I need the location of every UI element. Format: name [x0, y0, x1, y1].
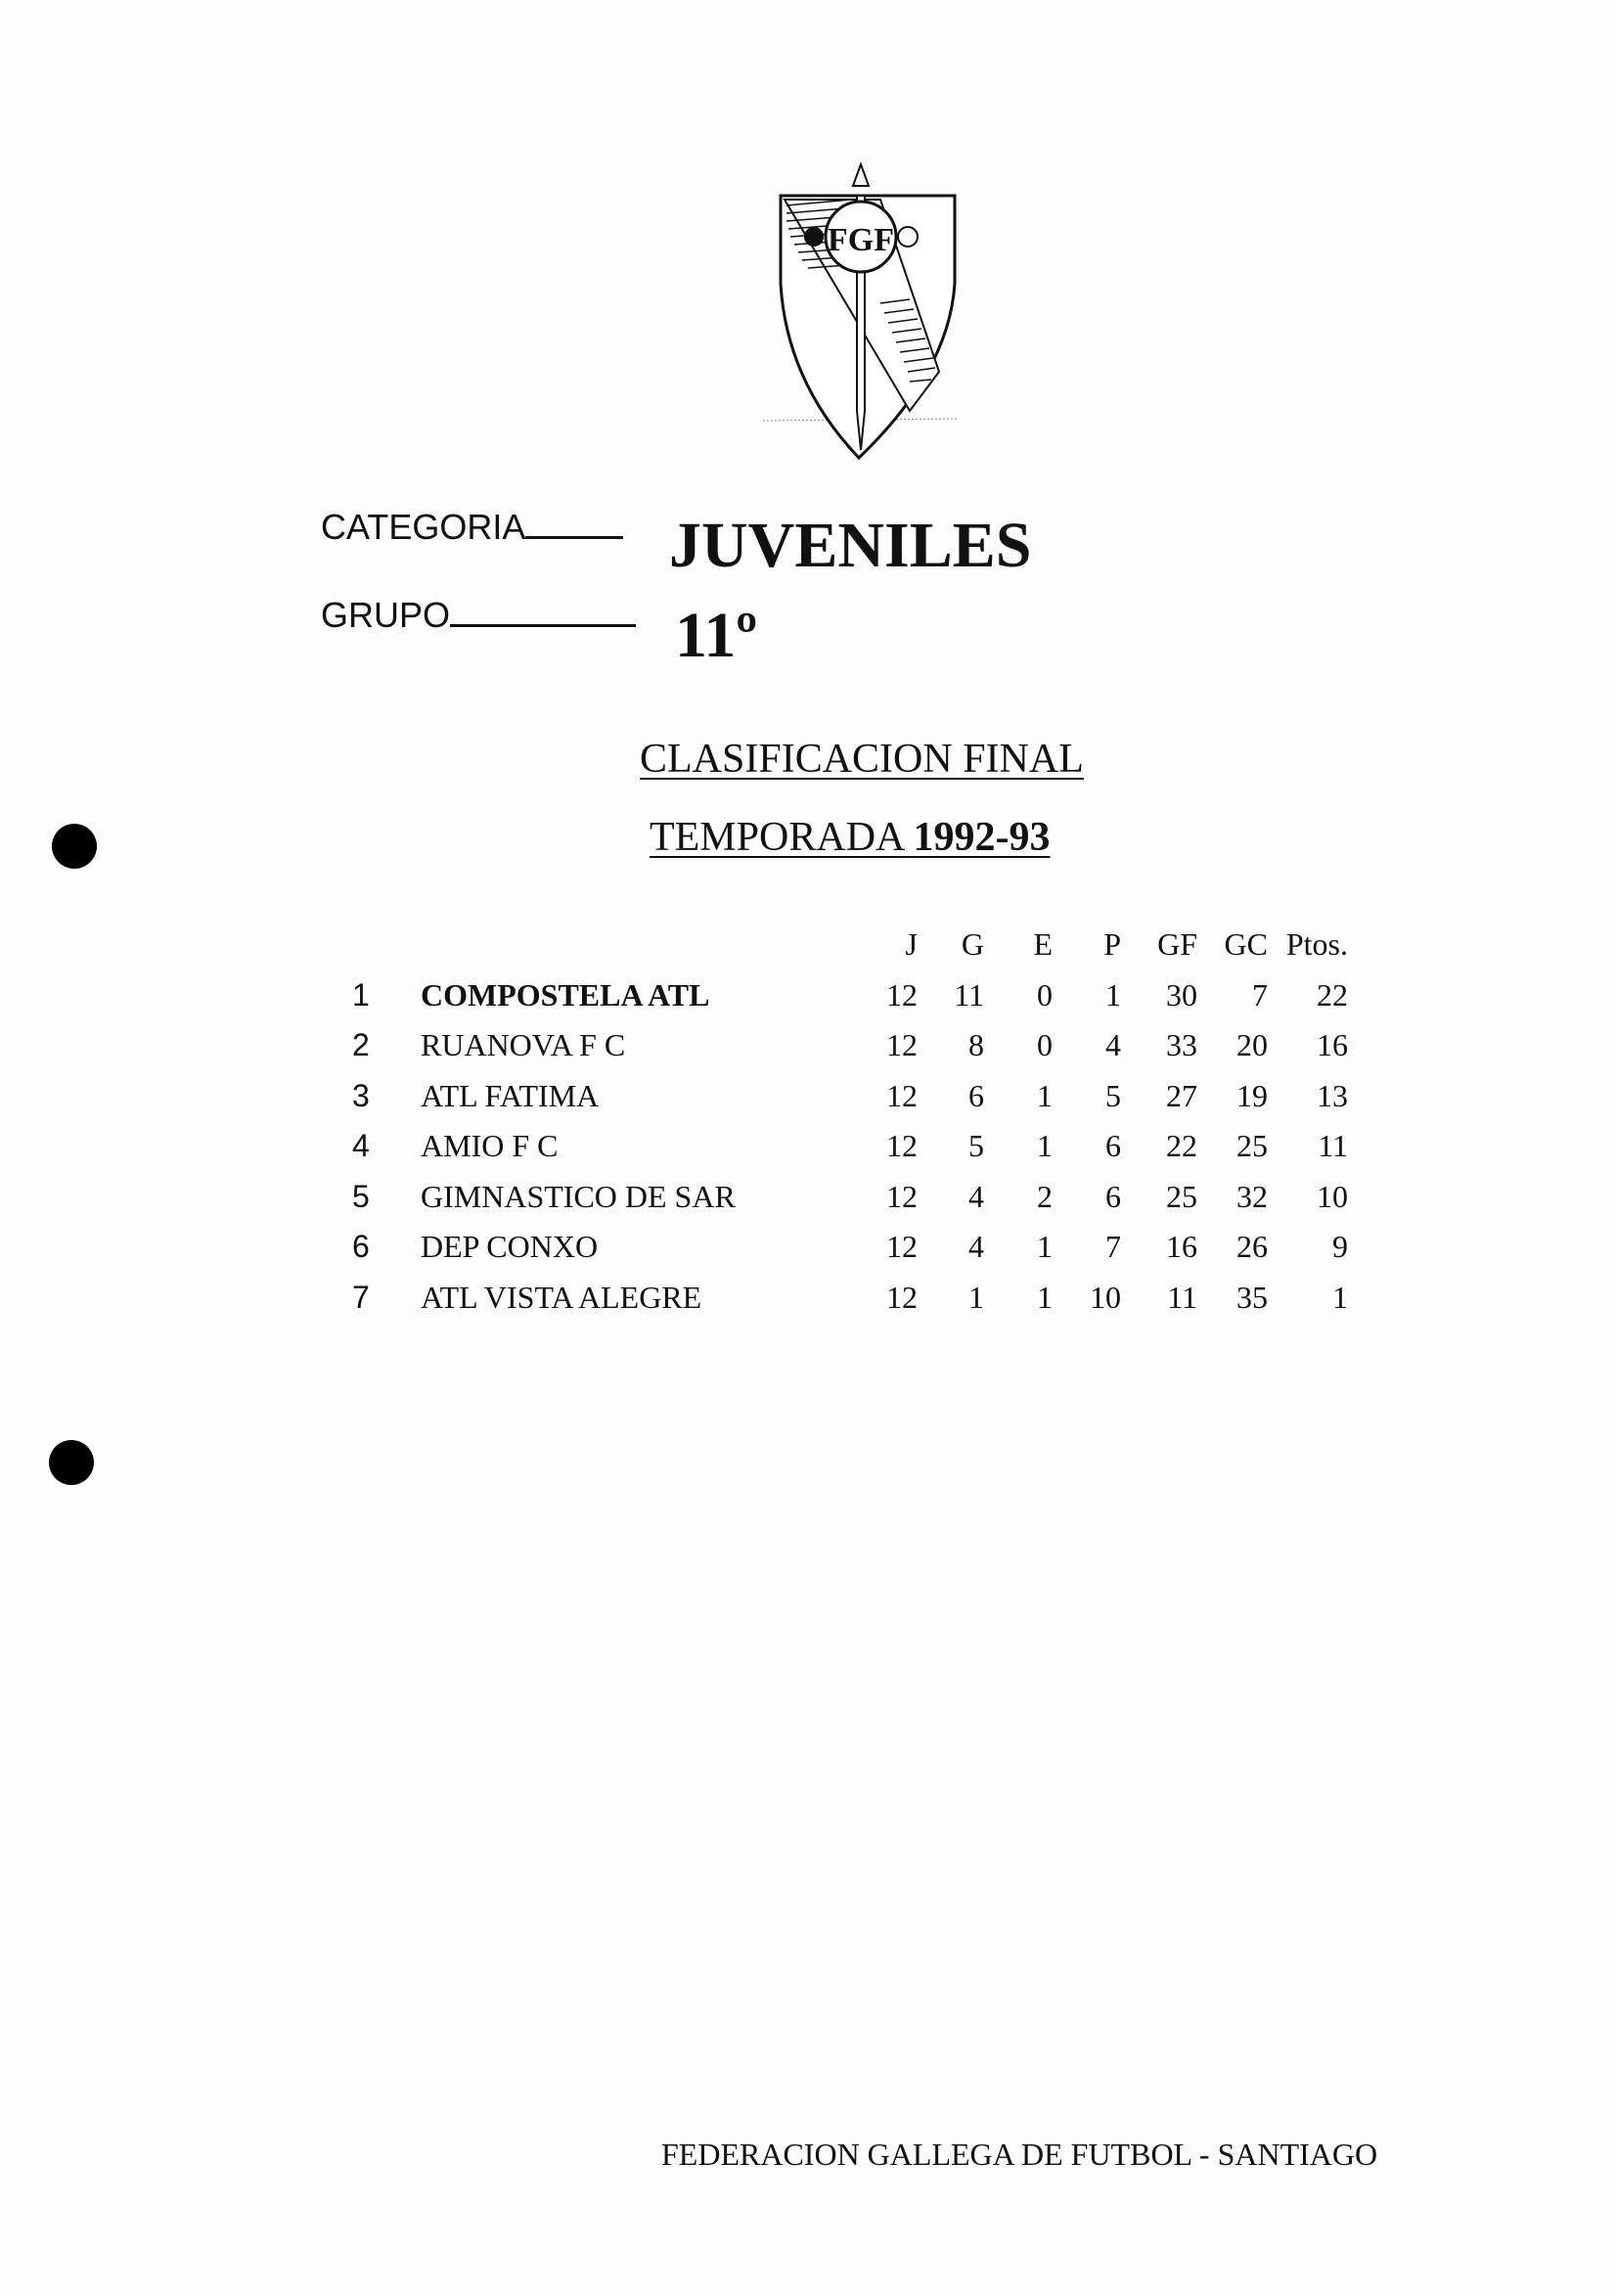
categoria-underline — [525, 536, 623, 539]
col-header-e: E — [1033, 926, 1053, 963]
temporada-season: 1992-93 — [913, 815, 1051, 860]
table-row — [352, 970, 1348, 1021]
row-g: 4 — [968, 1229, 984, 1265]
row-team: RUANOVA F C — [421, 1027, 626, 1063]
row-p: 4 — [1105, 1027, 1121, 1063]
row-j: 12 — [886, 1027, 918, 1063]
table-row — [352, 1172, 1348, 1223]
row-g: 4 — [968, 1178, 984, 1214]
col-header-gc: GC — [1224, 926, 1268, 963]
row-pts: 9 — [1332, 1229, 1348, 1265]
row-gf: 30 — [1166, 976, 1197, 1013]
row-e: 0 — [1037, 976, 1053, 1013]
row-gf: 11 — [1167, 1279, 1197, 1315]
row-gc: 25 — [1236, 1128, 1268, 1164]
col-header-j: J — [905, 926, 918, 963]
row-e: 1 — [1037, 1128, 1053, 1164]
row-team: ATL VISTA ALEGRE — [421, 1279, 702, 1315]
footer-federation: FEDERACION GALLEGA DE FUTBOL - SANTIAGO — [661, 2137, 1378, 2172]
row-j: 12 — [886, 1128, 918, 1164]
row-j: 12 — [886, 1077, 918, 1113]
row-gc: 32 — [1236, 1178, 1268, 1214]
table-row — [352, 1071, 1348, 1122]
row-p: 5 — [1105, 1077, 1121, 1113]
row-gc: 7 — [1252, 976, 1268, 1013]
row-team: ATL FATIMA — [421, 1077, 600, 1113]
grupo-row — [321, 595, 636, 636]
row-team: GIMNASTICO DE SAR — [421, 1178, 736, 1214]
row-j: 12 — [886, 1279, 918, 1315]
row-g: 1 — [968, 1279, 984, 1315]
row-p: 10 — [1090, 1279, 1121, 1315]
row-e: 0 — [1037, 1027, 1053, 1063]
row-position: 6 — [352, 1229, 370, 1265]
row-j: 12 — [886, 976, 918, 1013]
row-gf: 22 — [1166, 1128, 1197, 1164]
row-g: 5 — [968, 1128, 984, 1164]
row-j: 12 — [886, 1229, 918, 1265]
row-p: 6 — [1105, 1178, 1121, 1214]
col-header-gf: GF — [1157, 926, 1197, 963]
row-gf: 25 — [1166, 1178, 1197, 1214]
categoria-label: CATEGORIA — [321, 507, 526, 547]
row-pts: 13 — [1317, 1077, 1348, 1113]
categoria-row — [321, 507, 623, 548]
row-e: 2 — [1037, 1178, 1053, 1214]
col-header-p: P — [1103, 926, 1121, 963]
row-position: 2 — [352, 1027, 370, 1063]
table-row — [352, 1273, 1348, 1324]
row-gf: 16 — [1166, 1229, 1197, 1265]
table-row — [352, 1020, 1348, 1071]
standings-table — [352, 920, 1348, 1323]
table-row — [352, 1222, 1348, 1273]
row-pts: 11 — [1318, 1128, 1348, 1164]
row-gc: 19 — [1236, 1077, 1268, 1113]
row-team: COMPOSTELA ATL — [421, 976, 710, 1013]
row-e: 1 — [1037, 1279, 1053, 1315]
row-team: AMIO F C — [421, 1128, 559, 1164]
row-e: 1 — [1037, 1077, 1053, 1113]
row-e: 1 — [1037, 1229, 1053, 1265]
grupo-value: 11º — [675, 600, 758, 671]
row-gf: 33 — [1166, 1027, 1197, 1063]
table-header-row — [352, 920, 1348, 970]
row-position: 5 — [352, 1178, 370, 1214]
table-row — [352, 1121, 1348, 1172]
punch-hole-top — [52, 824, 97, 869]
title-clasificacion: CLASIFICACION FINAL — [640, 737, 1084, 782]
svg-text:FGF: FGF — [828, 222, 894, 258]
row-g: 11 — [954, 976, 984, 1013]
row-p: 7 — [1105, 1229, 1121, 1265]
row-p: 6 — [1105, 1128, 1121, 1164]
row-position: 4 — [352, 1128, 370, 1164]
row-pts: 16 — [1317, 1027, 1348, 1063]
row-p: 1 — [1105, 976, 1121, 1013]
row-position: 3 — [352, 1077, 370, 1113]
title-temporada — [650, 814, 1051, 861]
col-header-g: G — [961, 926, 984, 963]
col-header-pts: Ptos. — [1285, 926, 1348, 963]
row-team: DEP CONXO — [421, 1229, 599, 1265]
row-pts: 10 — [1317, 1178, 1348, 1214]
row-gf: 27 — [1166, 1077, 1197, 1113]
grupo-label: GRUPO — [321, 595, 451, 635]
row-position: 1 — [352, 976, 370, 1013]
row-gc: 20 — [1236, 1027, 1268, 1063]
row-gc: 35 — [1236, 1279, 1268, 1315]
punch-hole-bottom — [49, 1440, 94, 1485]
row-pts: 22 — [1317, 976, 1348, 1013]
row-g: 6 — [968, 1077, 984, 1113]
row-position: 7 — [352, 1279, 370, 1315]
grupo-underline — [450, 624, 636, 627]
temporada-label: TEMPORADA — [650, 815, 904, 860]
federation-shield-crest-icon — [763, 157, 978, 460]
row-gc: 26 — [1236, 1229, 1268, 1265]
row-g: 8 — [968, 1027, 984, 1063]
categoria-value: JUVENILES — [669, 510, 1032, 581]
row-j: 12 — [886, 1178, 918, 1214]
row-pts: 1 — [1332, 1279, 1348, 1315]
